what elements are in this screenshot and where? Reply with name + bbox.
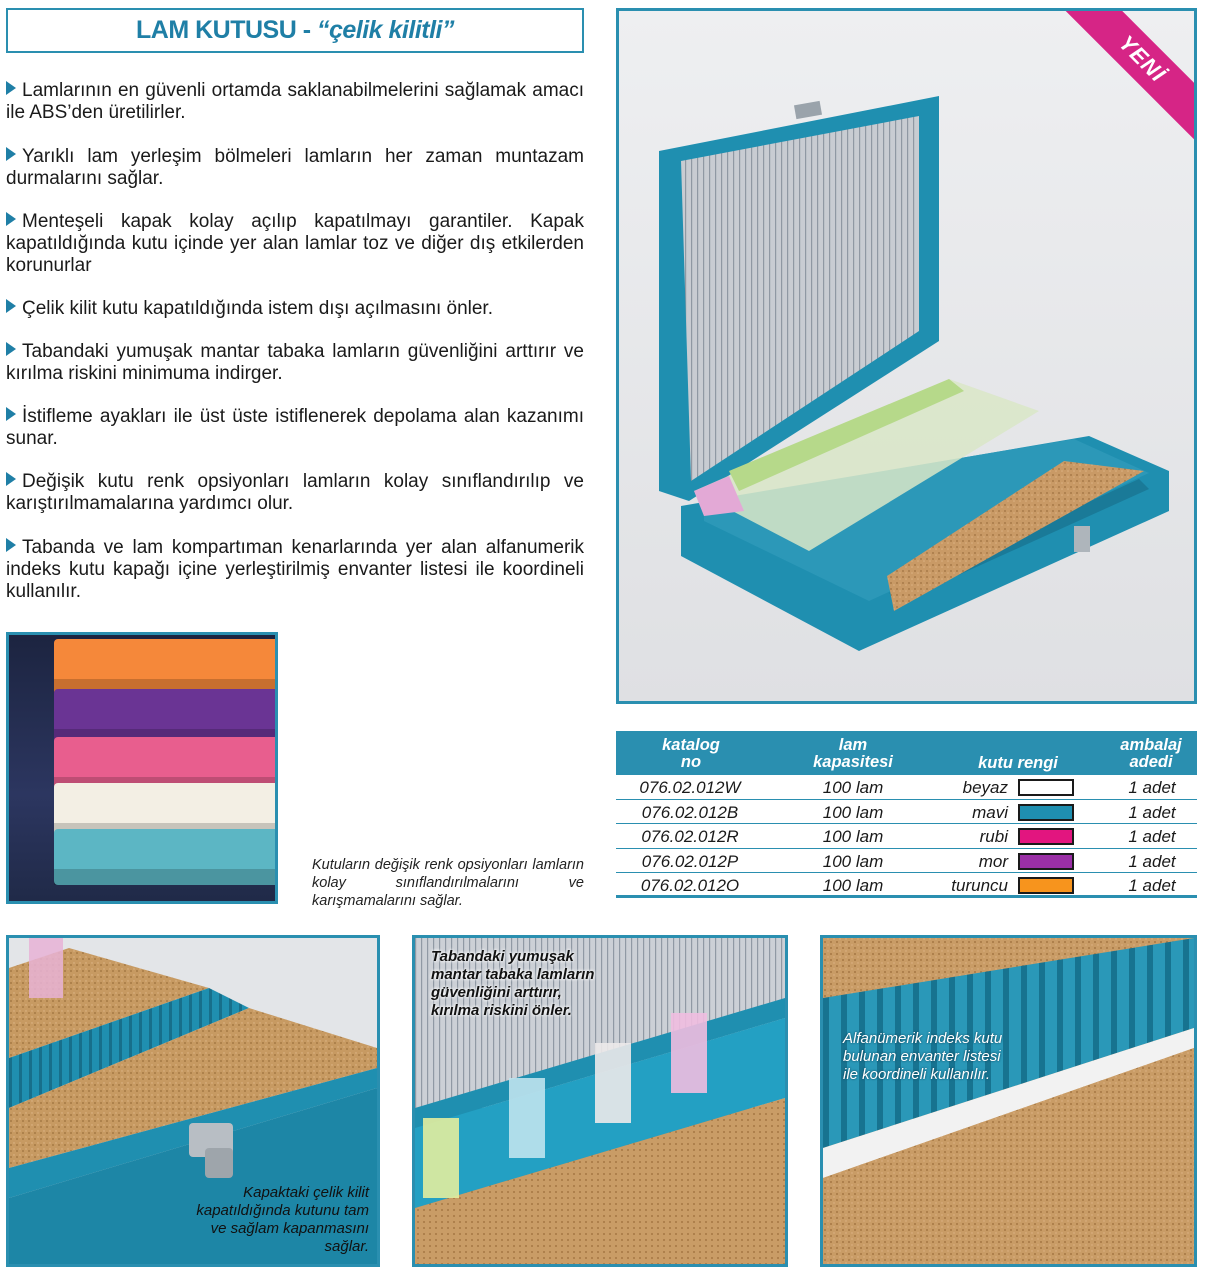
color-swatch xyxy=(1018,853,1074,870)
table-row: 076.02.012B 100 lam mavi 1 adet xyxy=(616,800,1197,825)
cork-caption: Tabandaki yumuşak mantar tabaka lamların güvenliğini arttırır, kırılma riskini önler. xyxy=(431,948,595,1019)
blue-box xyxy=(54,829,278,885)
cork-detail-photo xyxy=(412,935,788,1267)
table-header xyxy=(616,731,1197,775)
arrow-icon xyxy=(6,212,16,226)
color-swatch xyxy=(1018,804,1074,821)
arrow-icon xyxy=(6,538,16,552)
index-caption: Alfanümerik indeks kutu bulunan envanter listesi ile koordineli kullanılır. xyxy=(843,1030,1003,1083)
page-title xyxy=(6,8,584,53)
arrow-icon xyxy=(6,342,16,356)
list-item: Tabanda ve lam kompartıman kenarlarında yer alan alfanumerik indeks kutu kapağı içine yerleştirilmiş envanter listesi ile koordineli kullanılır. xyxy=(6,537,584,602)
color-options-photo xyxy=(6,632,278,904)
header-catalog: katalog no xyxy=(662,736,720,771)
list-item: Değişik kutu renk opsiyonları lamların kolay sınıflandırılıp ve karıştırılmamalarına yardımcı olur. xyxy=(6,471,584,514)
new-badge: YENİ xyxy=(1057,8,1197,144)
header-color: kutu rengi xyxy=(978,754,1058,772)
list-item: İstifleme ayakları ile üst üste istiflenerek depolama alan kazanımı sunar. xyxy=(6,406,584,449)
arrow-icon xyxy=(6,407,16,421)
table-row: 076.02.012O 100 lam turuncu 1 adet xyxy=(616,873,1197,898)
index-illustration xyxy=(823,938,1194,1264)
table-row: 076.02.012W 100 lam beyaz 1 adet xyxy=(616,775,1197,800)
color-swatch xyxy=(1018,877,1074,894)
list-item: Menteşeli kapak kolay açılıp kapatılmayı garantiler. Kapak kapatıldığında kutu içinde yer alan lamlar toz ve diğer dış etkilerden korunurlar xyxy=(6,211,584,276)
lock-detail-photo xyxy=(6,935,380,1267)
product-photo xyxy=(616,8,1197,704)
color-swatch xyxy=(1018,828,1074,845)
list-item: Çelik kilit kutu kapatıldığında istem dışı açılmasını önler. xyxy=(6,298,584,320)
lock-caption: Kapaktaki çelik kilit kapatıldığında kutunu tam ve sağlam kapanmasını sağlar. xyxy=(196,1184,369,1255)
list-item: Yarıklı lam yerleşim bölmeleri lamların her zaman muntazam durmalarını sağlar. xyxy=(6,146,584,189)
catalog-table xyxy=(616,731,1197,898)
slide-box-illustration xyxy=(619,11,1194,701)
arrow-icon xyxy=(6,299,16,313)
arrow-icon xyxy=(6,81,16,95)
color-swatch xyxy=(1018,779,1074,796)
list-item: Lamlarının en güvenli ortamda saklanabilmelerini sağlamak amacı ile ABS’den üretilirler. xyxy=(6,80,584,123)
header-capacity: lam kapasitesi xyxy=(813,736,893,771)
header-pack: ambalaj adedi xyxy=(1120,736,1182,771)
orange-box xyxy=(54,639,278,695)
arrow-icon xyxy=(6,472,16,486)
index-detail-photo xyxy=(820,935,1197,1267)
title-text: LAM KUTUSU - xyxy=(136,16,311,44)
title-italic: “çelik kilitli” xyxy=(316,16,454,44)
table-row: 076.02.012R 100 lam rubi 1 adet xyxy=(616,824,1197,849)
arrow-icon xyxy=(6,147,16,161)
color-caption: Kutuların değişik renk opsiyonları lamların kolay sınıflandırılmalarını ve karışmamalarını sağlar. xyxy=(312,857,584,909)
list-item: Tabandaki yumuşak mantar tabaka lamların güvenliğini arttırır ve kırılma riskini minimuma indirger. xyxy=(6,341,584,384)
table-row: 076.02.012P 100 lam mor 1 adet xyxy=(616,849,1197,874)
